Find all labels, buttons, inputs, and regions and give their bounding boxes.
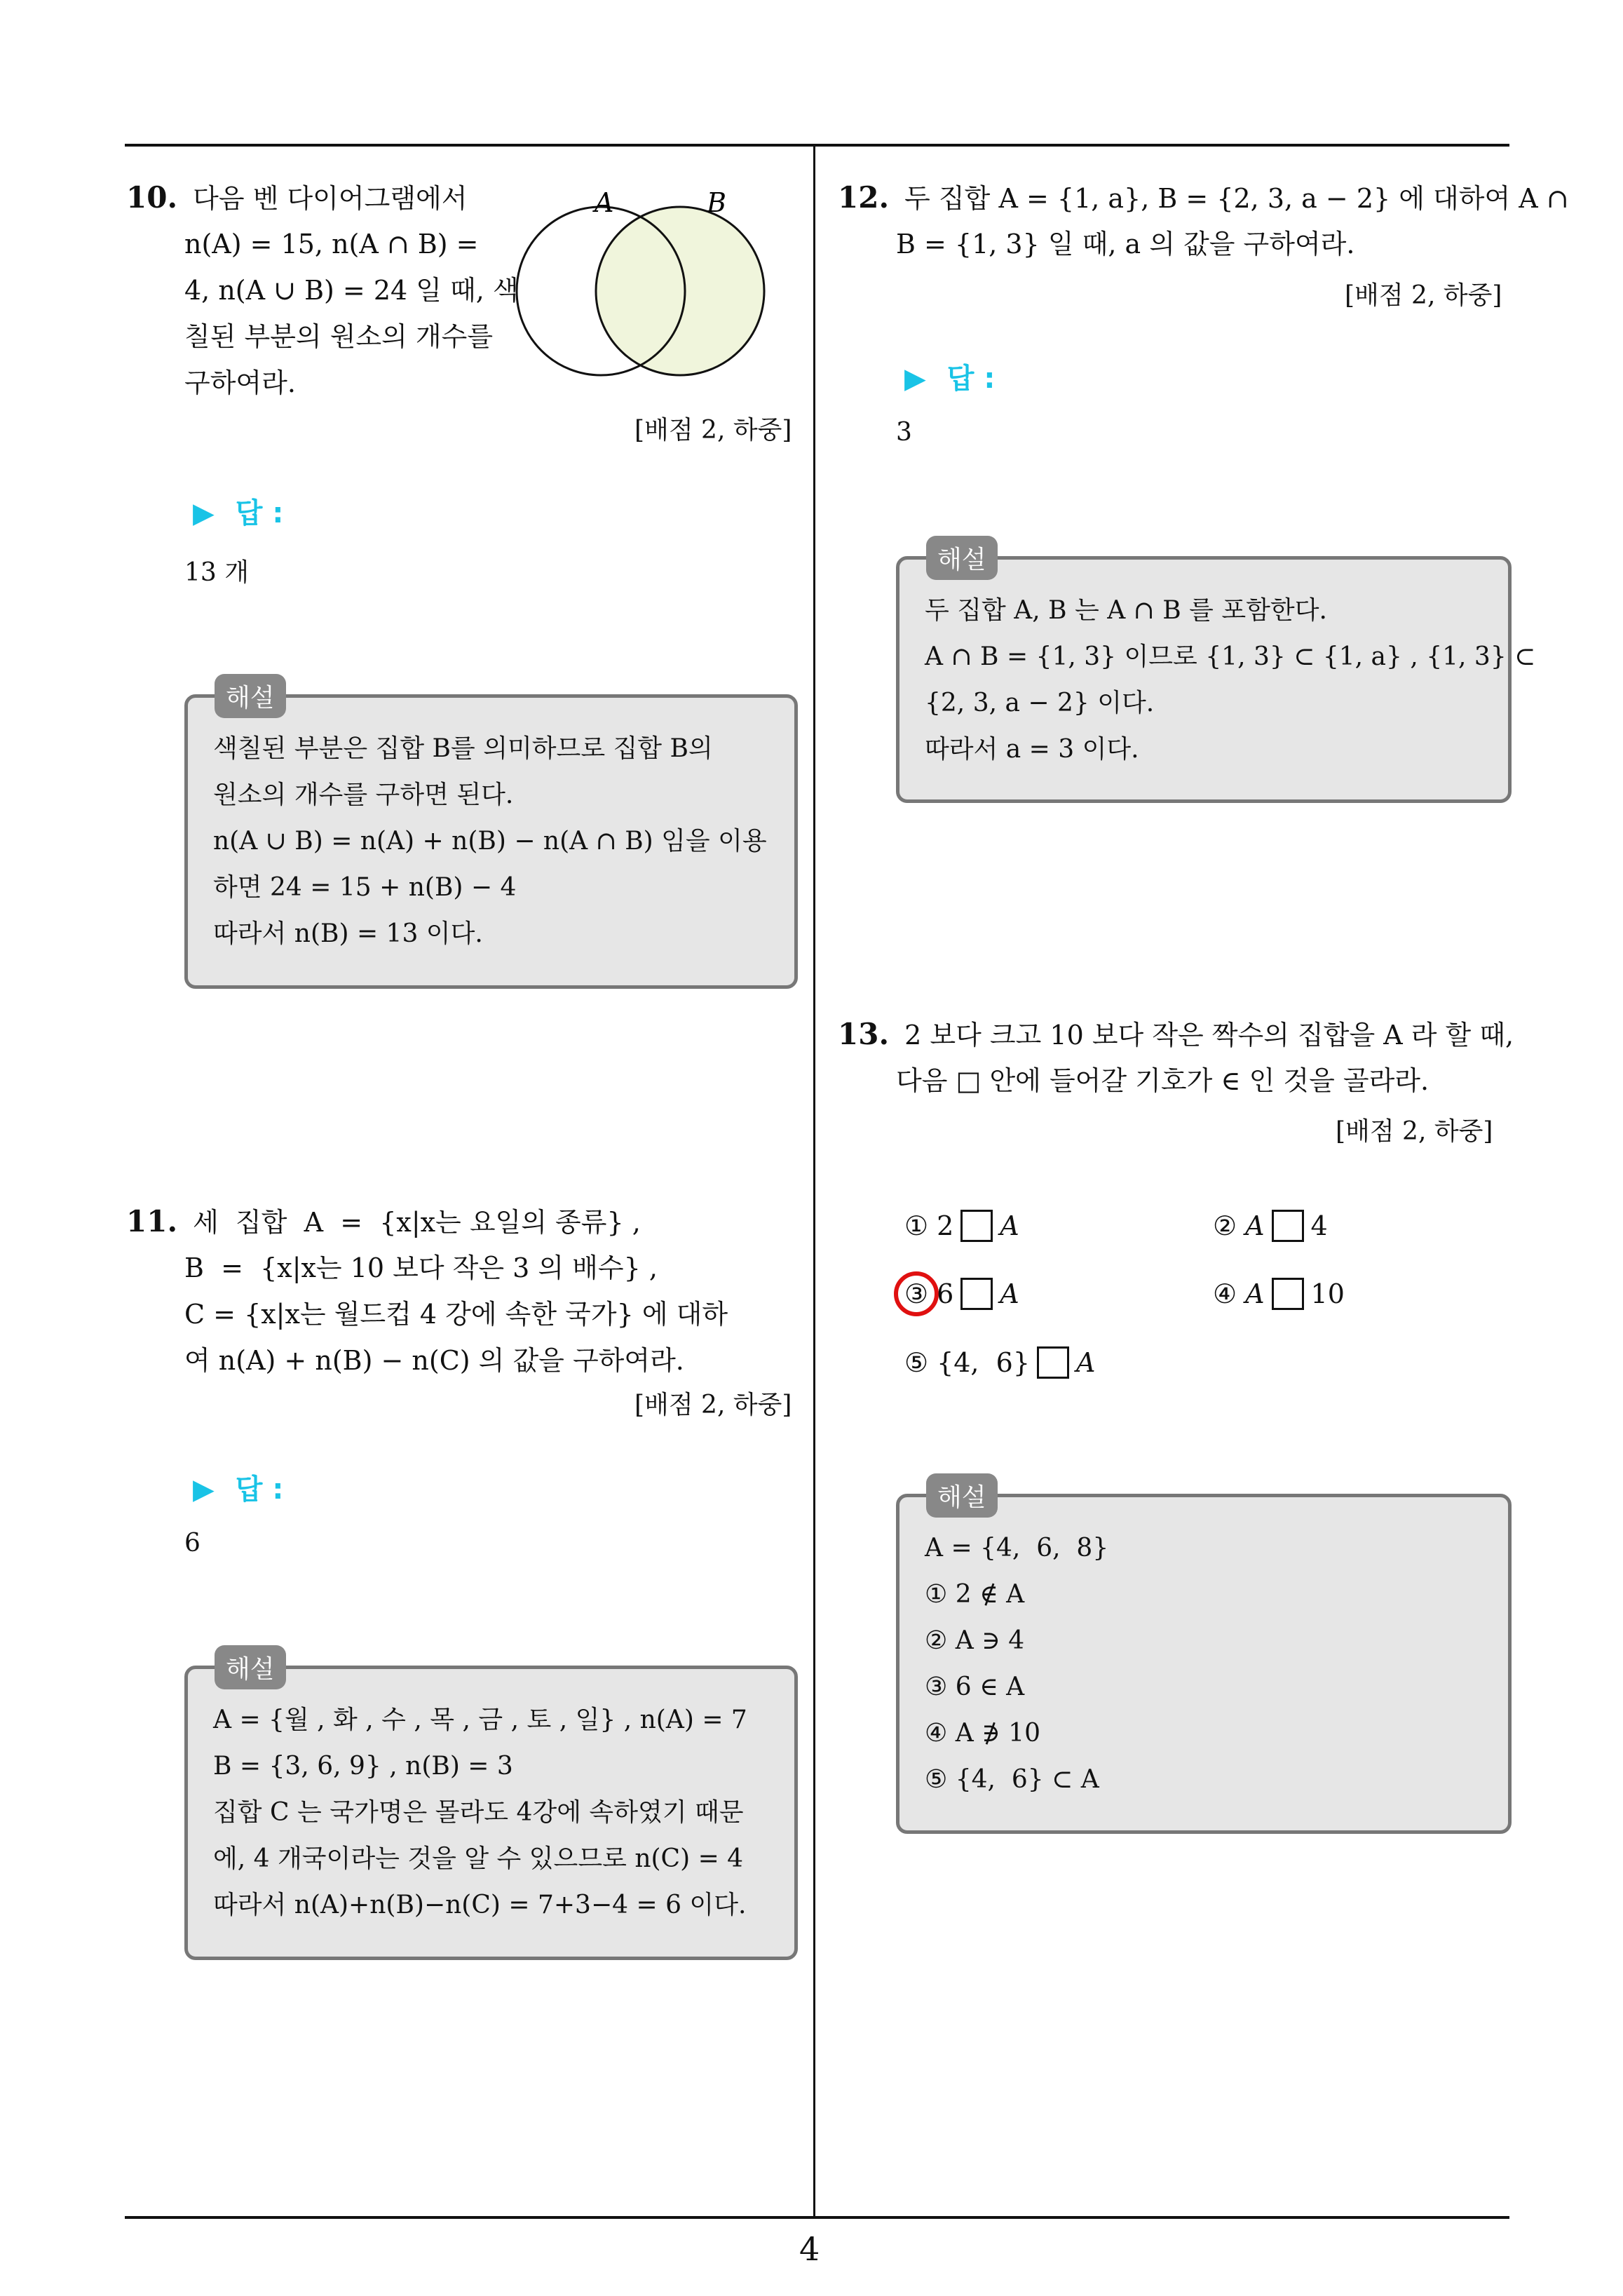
explanation-line: 집합 C 는 국가명은 몰라도 4강에 속하였기 때문 <box>213 1798 744 1827</box>
choice-3[interactable]: ③ 6 A <box>904 1278 1019 1309</box>
question-line: n(A) = 15, n(A ∩ B) = <box>184 229 479 259</box>
question-number: 12. <box>838 180 890 215</box>
explanation-line: A ∩ B = {1, 3} 이므로 {1, 3} ⊂ {1, a} , {1, 3} ⊂ <box>925 642 1536 671</box>
blank-box <box>960 1210 993 1242</box>
explanation-line: 따라서 a = 3 이다. <box>925 735 1139 764</box>
question-line: 다음 □ 안에 들어갈 기호가 ∈ 인 것을 골라라. <box>896 1065 1430 1096</box>
score-label: [배점 2, 하중] <box>634 416 792 445</box>
explanation-line: 원소의 개수를 구하면 된다. <box>213 781 514 809</box>
explanation-line: B = {3, 6, 9} , n(B) = 3 <box>213 1752 513 1781</box>
explanation-line: ② A ∋ 4 <box>925 1626 1025 1655</box>
explanation-line: A = {4, 6, 8} <box>925 1534 1109 1562</box>
explanation-line: n(A ∪ B) = n(A) + n(B) − n(A ∩ B) 임을 이용 <box>213 827 767 856</box>
blank-box <box>1037 1346 1069 1379</box>
question-line: 세 집합 A = {x|x는 요일의 종류} , <box>193 1207 641 1238</box>
question-number: 10. <box>126 180 178 215</box>
venn-diagram <box>512 186 806 389</box>
answer-label: ▶ 답 : <box>193 1473 284 1506</box>
explanation-box <box>896 546 1536 803</box>
explanation-tag: 해설 <box>926 536 998 580</box>
explanation-tag: 해설 <box>215 674 286 718</box>
explanation-line: 두 집합 A, B 는 A ∩ B 를 포함한다. <box>925 596 1327 625</box>
blank-box <box>960 1278 993 1310</box>
question-line: C = {x|x는 월드컵 4 강에 속한 국가} 에 대하 <box>184 1299 728 1330</box>
explanation-line: {2, 3, a − 2} 이다. <box>925 689 1155 717</box>
explanation-line: ④ A ∌ 10 <box>925 1719 1041 1748</box>
question-line: 여 n(A) + n(B) − n(C) 의 값을 구하여라. <box>184 1345 684 1376</box>
score-label: [배점 2, 하중] <box>1345 281 1502 310</box>
page-number: 4 <box>799 2230 820 2268</box>
explanation-box <box>184 1655 798 1960</box>
explanation-line: 따라서 n(B) = 13 이다. <box>213 919 483 948</box>
question-number: 11. <box>126 1204 178 1238</box>
explanation-line: 따라서 n(A)+n(B)−n(C) = 7+3−4 = 6 이다. <box>213 1891 747 1919</box>
explanation-line: 색칠된 부분은 집합 B를 의미하므로 집합 B의 <box>213 734 713 763</box>
answer-label: ▶ 답 : <box>904 363 996 395</box>
question-line: B = {1, 3} 일 때, a 의 값을 구하여라. <box>896 229 1355 259</box>
explanation-line: ⑤ {4, 6} ⊂ A <box>925 1765 1099 1794</box>
choice-1[interactable]: ① 2 A <box>904 1210 1019 1241</box>
choice-4[interactable]: ④ A 10 <box>1213 1278 1345 1309</box>
question-number: 13. <box>838 1017 890 1051</box>
explanation-tag: 해설 <box>926 1473 998 1518</box>
column-divider <box>813 144 815 2218</box>
explanation-line: A = {월 , 화 , 수 , 목 , 금 , 토 , 일} , n(A) = 7 <box>213 1706 747 1734</box>
answer-value: 6 <box>184 1529 201 1558</box>
blank-box <box>1272 1278 1304 1310</box>
question-line: 2 보다 크고 10 보다 작은 짝수의 집합을 A 라 할 때, <box>904 1020 1514 1051</box>
triangle-icon: ▶ <box>193 497 215 529</box>
explanation-line: ③ 6 ∈ A <box>925 1673 1025 1701</box>
triangle-icon: ▶ <box>193 1473 215 1506</box>
choice-5[interactable]: ⑤ {4, 6} A <box>904 1347 1096 1378</box>
explanation-line: 하면 24 = 15 + n(B) − 4 <box>213 873 517 902</box>
answer-label: ▶ 답 : <box>193 497 284 529</box>
question-line: B = {x|x는 10 보다 작은 3 의 배수} , <box>184 1252 658 1283</box>
question-line: 4, n(A ∪ B) = 24 일 때, 색 <box>184 275 519 306</box>
explanation-line: 에, 4 개국이라는 것을 알 수 있으므로 n(C) = 4 <box>213 1844 744 1873</box>
triangle-icon: ▶ <box>904 363 926 395</box>
bottom-rule <box>125 2216 1509 2219</box>
score-label: [배점 2, 하중] <box>1336 1117 1493 1146</box>
choice-2[interactable]: ② A 4 <box>1213 1210 1328 1241</box>
answer-value: 3 <box>896 418 912 447</box>
venn-label-a: A <box>595 187 614 218</box>
blank-box <box>1272 1210 1304 1242</box>
explanation-tag: 해설 <box>215 1645 286 1689</box>
question-line: 두 집합 A = {1, a}, B = {2, 3, a − 2} 에 대하여 A ∩ <box>904 183 1569 214</box>
venn-label-b: B <box>707 187 726 218</box>
score-label: [배점 2, 하중] <box>634 1391 792 1419</box>
explanation-box <box>896 1483 1512 1834</box>
question-line: 다음 벤 다이어그램에서 <box>193 183 468 214</box>
answer-value: 13 개 <box>184 558 250 587</box>
top-rule <box>125 144 1509 147</box>
venn-set-b-shaded <box>596 207 764 375</box>
explanation-box <box>184 684 798 989</box>
question-line: 칠된 부분의 원소의 개수를 <box>184 321 494 352</box>
question-line: 구하여라. <box>184 367 296 398</box>
explanation-line: ① 2 ∉ A <box>925 1580 1025 1609</box>
